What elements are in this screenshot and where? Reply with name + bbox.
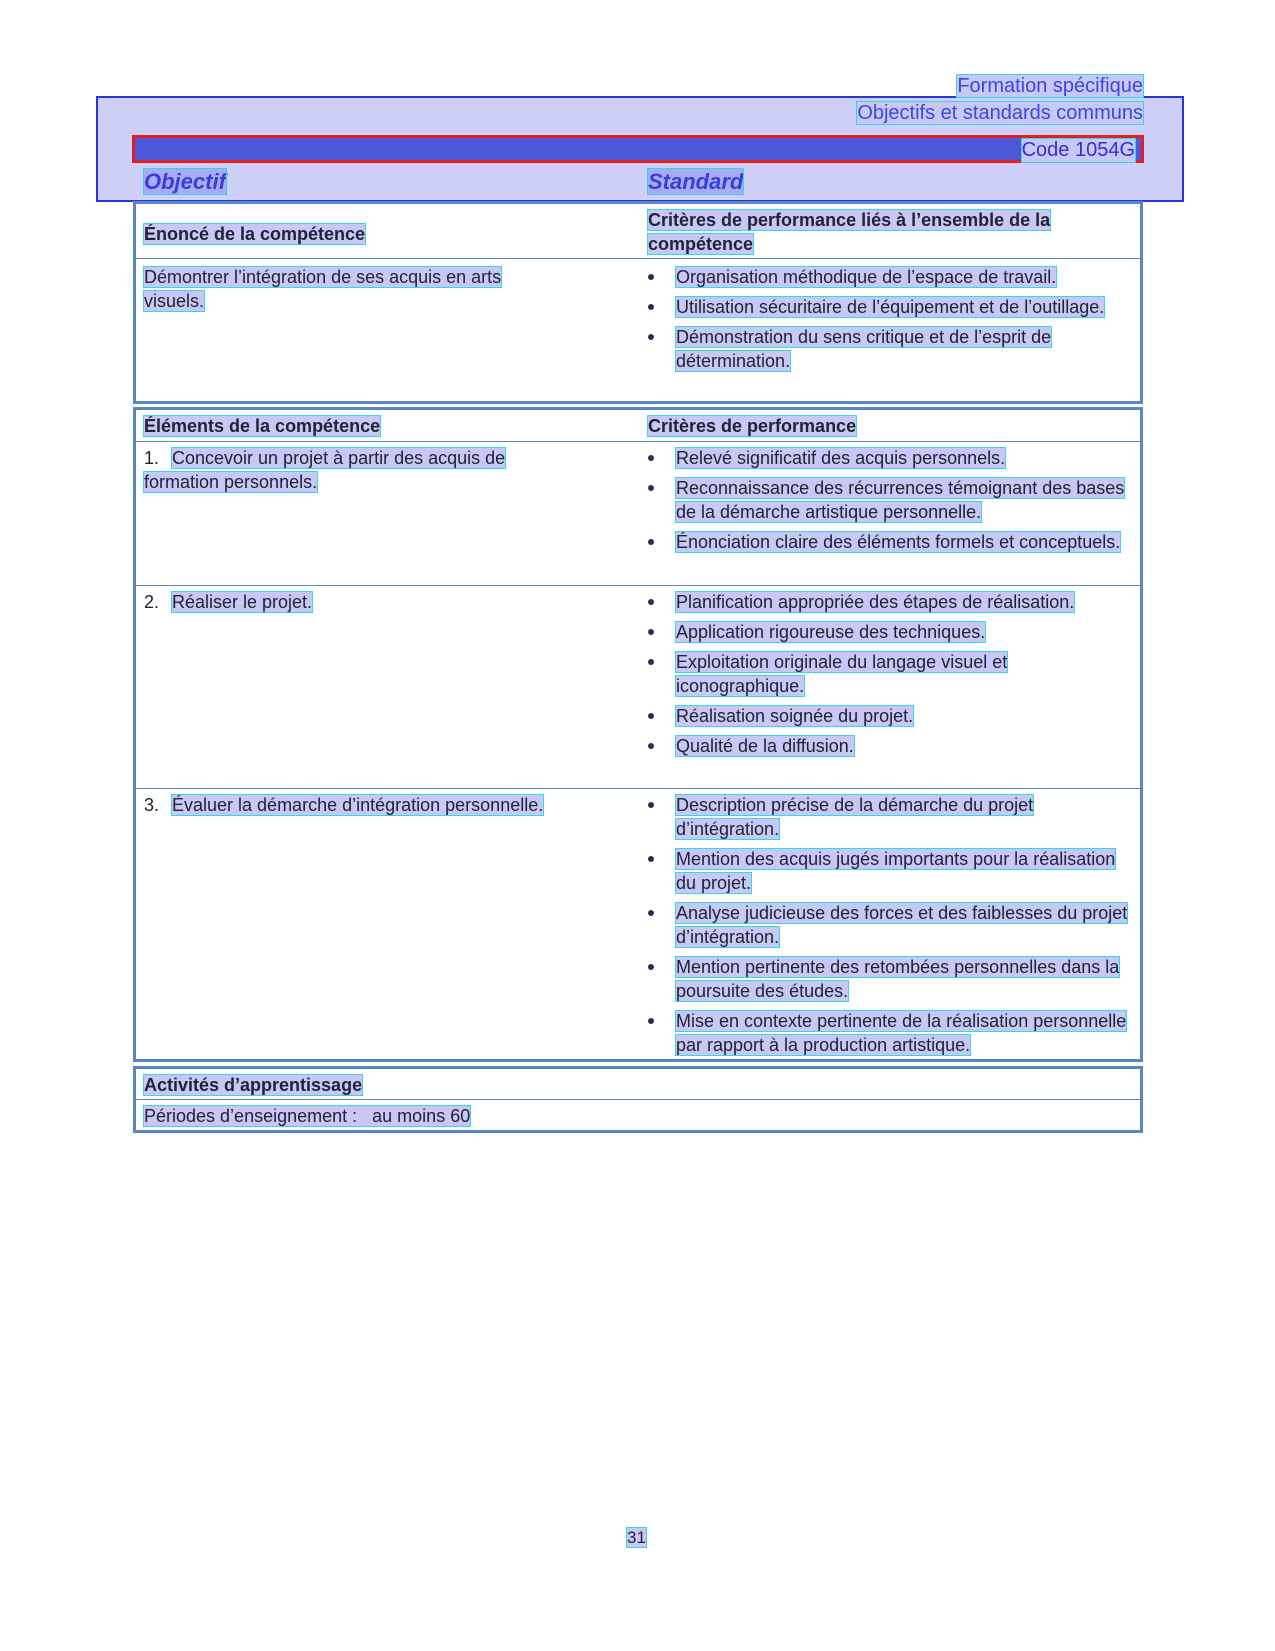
- elements-header-row: [136, 410, 1140, 441]
- list-item: Mention des acquis jugés importants pour la réalisation du projet.: [648, 847, 1138, 895]
- element-criteria: [648, 446, 1138, 560]
- list-item: Qualité de la diffusion.: [648, 734, 1138, 758]
- element-criteria: [648, 590, 1138, 764]
- header-formation: Formation spécifique: [957, 75, 1143, 97]
- activites-label: Activités d’apprentissage: [144, 1075, 363, 1095]
- element-row-1: [136, 441, 1140, 585]
- element-text: 2. Réaliser le projet.: [144, 592, 313, 612]
- list-item: Énonciation claire des éléments formels et conceptuels.: [648, 530, 1138, 554]
- code-bar: [132, 135, 1144, 163]
- standard-heading: Standard: [648, 169, 744, 194]
- course-code: Code 1054G: [1021, 139, 1135, 161]
- list-item: Application rigoureuse des techniques.: [648, 620, 1138, 644]
- enonce-text: Démontrer l’intégration de ses acquis en arts visuels.: [144, 267, 502, 311]
- element-text: 3. Évaluer la démarche d’intégration personnelle.: [144, 795, 544, 815]
- list-item: Analyse judicieuse des forces et des faiblesses du projet d’intégration.: [648, 901, 1138, 949]
- enonce-table: [133, 201, 1143, 404]
- list-item: Mise en contexte pertinente de la réalisation personnelle par rapport à la production artistique.: [648, 1009, 1138, 1057]
- list-item: Relevé significatif des acquis personnels.: [648, 446, 1138, 470]
- elements-table: [133, 407, 1143, 1062]
- activites-header-row: [136, 1069, 1140, 1099]
- header-objectifs: Objectifs et standards communs: [857, 102, 1143, 124]
- enonce-body-row: [136, 258, 1140, 399]
- enonce-header-row: [136, 204, 1140, 258]
- list-item: Description précise de la démarche du projet d’intégration.: [648, 793, 1138, 841]
- page-number: 31: [627, 1528, 646, 1547]
- list-item: Planification appropriée des étapes de réalisation.: [648, 590, 1138, 614]
- list-item: Exploitation originale du langage visuel et iconographique.: [648, 650, 1138, 698]
- enonce-label: Énoncé de la compétence: [144, 224, 366, 244]
- list-item: Utilisation sécuritaire de l’équipement et de l’outillage.: [648, 295, 1138, 319]
- activites-table: [133, 1066, 1143, 1133]
- elements-label: Éléments de la compétence: [144, 416, 381, 436]
- list-item: Mention pertinente des retombées personnelles dans la poursuite des études.: [648, 955, 1138, 1003]
- element-row-2: [136, 585, 1140, 788]
- enonce-criteria: [648, 265, 1138, 379]
- elements-criteria-label: Critères de performance: [648, 416, 857, 436]
- element-row-3: [136, 788, 1140, 1059]
- element-text: 1. Concevoir un projet à partir des acquis de formation personnels.: [144, 448, 506, 492]
- element-criteria: [648, 793, 1138, 1063]
- list-item: Organisation méthodique de l’espace de travail.: [648, 265, 1138, 289]
- list-item: Réalisation soignée du projet.: [648, 704, 1138, 728]
- list-item: Démonstration du sens critique et de l’esprit de détermination.: [648, 325, 1138, 373]
- periodes-row: [136, 1099, 1140, 1131]
- list-item: Reconnaissance des récurrences témoignant des bases de la démarche artistique personnelle.: [648, 476, 1138, 524]
- objectif-heading: Objectif: [144, 169, 226, 194]
- periodes-text: Périodes d’enseignement : au moins 60: [144, 1106, 471, 1126]
- enonce-criteria-label: Critères de performance liés à l’ensemble de la compétence: [648, 210, 1051, 254]
